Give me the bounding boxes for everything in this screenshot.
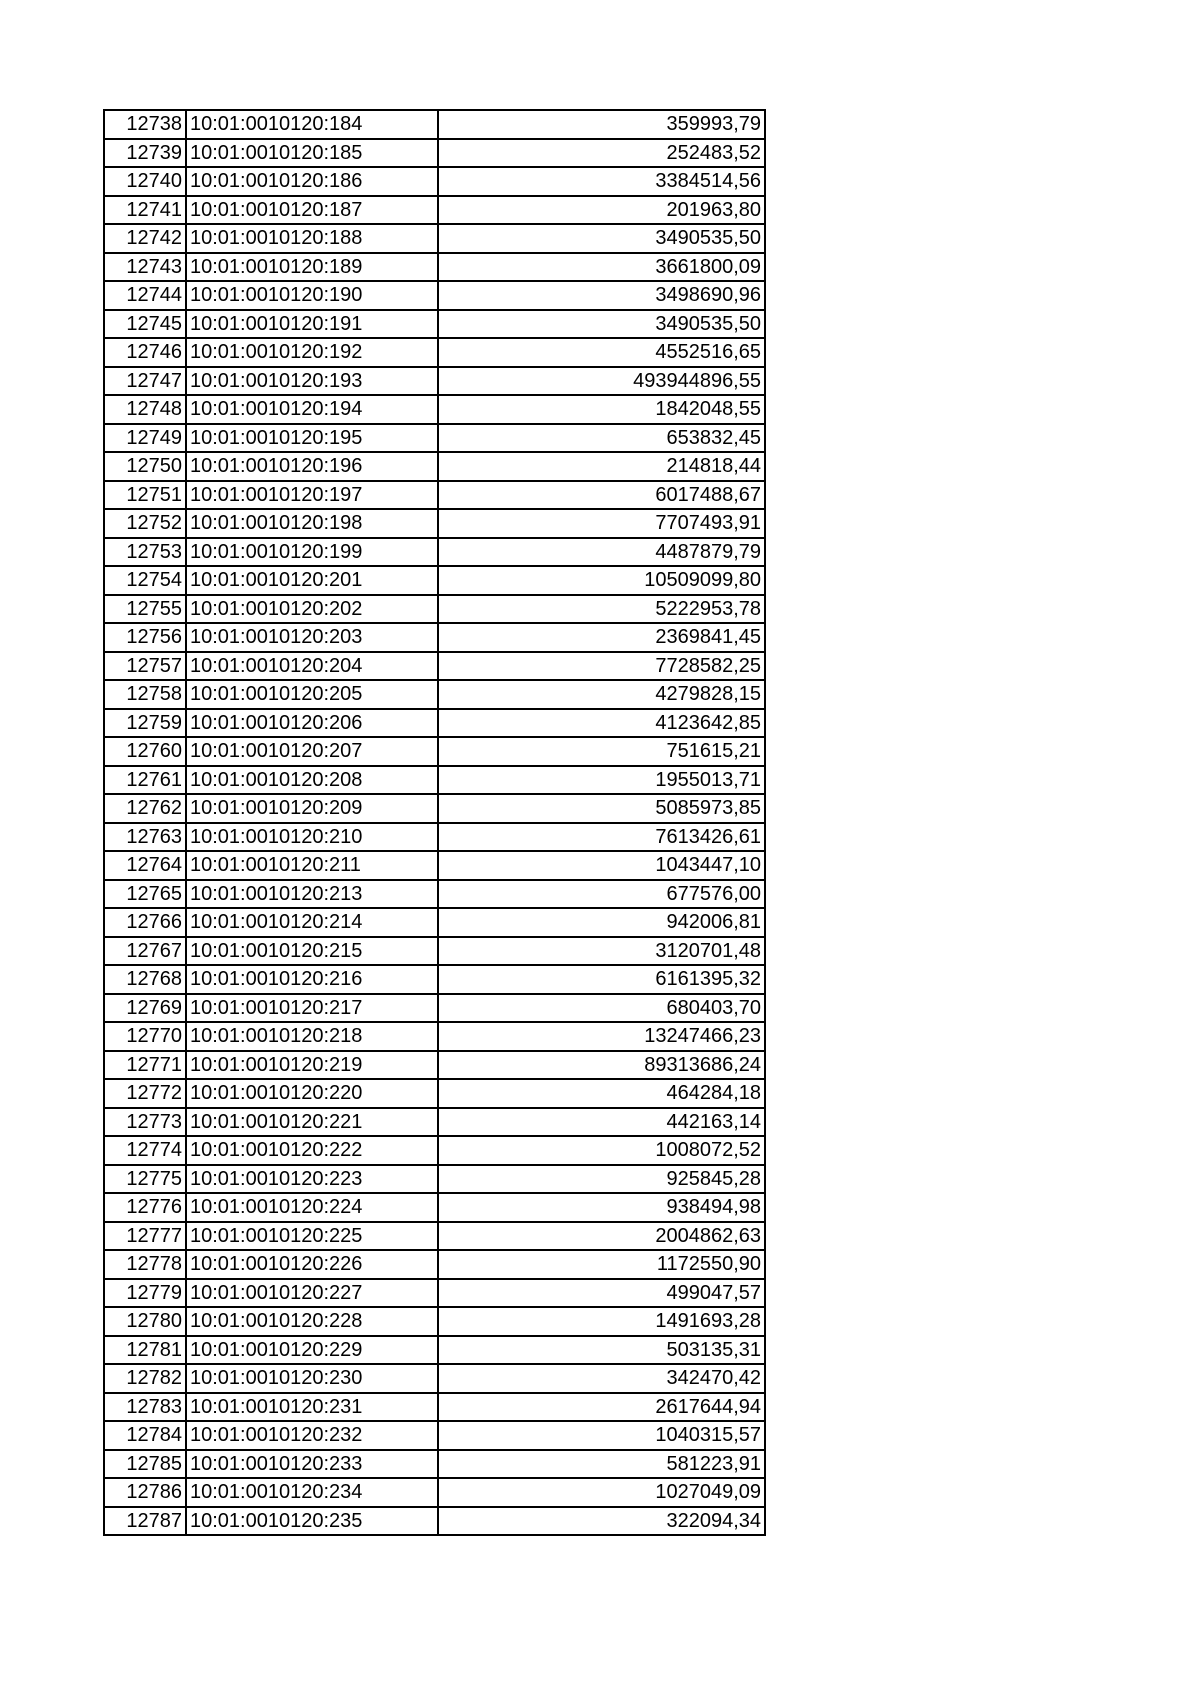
cadastral-number-cell: 10:01:0010120:189 xyxy=(186,253,438,282)
cadastral-value-cell: 214818,44 xyxy=(438,452,765,481)
table-row xyxy=(104,1279,765,1308)
table-row xyxy=(104,253,765,282)
table-row xyxy=(104,1136,765,1165)
table-row xyxy=(104,110,765,139)
row-number-cell: 12754 xyxy=(104,566,186,595)
table-row xyxy=(104,566,765,595)
cadastral-value-cell: 359993,79 xyxy=(438,110,765,139)
cadastral-value-cell: 1008072,52 xyxy=(438,1136,765,1165)
table-row xyxy=(104,1193,765,1222)
cadastral-value-cell: 13247466,23 xyxy=(438,1022,765,1051)
cadastral-number-cell: 10:01:0010120:216 xyxy=(186,965,438,994)
table-row xyxy=(104,481,765,510)
row-number-cell: 12766 xyxy=(104,908,186,937)
cadastral-value-cell: 4123642,85 xyxy=(438,709,765,738)
cadastral-value-cell: 938494,98 xyxy=(438,1193,765,1222)
cadastral-number-cell: 10:01:0010120:185 xyxy=(186,139,438,168)
cadastral-number-cell: 10:01:0010120:195 xyxy=(186,424,438,453)
table-row xyxy=(104,937,765,966)
table-row xyxy=(104,1250,765,1279)
row-number-cell: 12770 xyxy=(104,1022,186,1051)
table-row xyxy=(104,1022,765,1051)
cadastral-value-cell: 2004862,63 xyxy=(438,1222,765,1251)
row-number-cell: 12753 xyxy=(104,538,186,567)
cadastral-number-cell: 10:01:0010120:196 xyxy=(186,452,438,481)
row-number-cell: 12781 xyxy=(104,1336,186,1365)
cadastral-number-cell: 10:01:0010120:209 xyxy=(186,794,438,823)
row-number-cell: 12739 xyxy=(104,139,186,168)
row-number-cell: 12765 xyxy=(104,880,186,909)
cadastral-number-cell: 10:01:0010120:223 xyxy=(186,1165,438,1194)
table-row xyxy=(104,139,765,168)
cadastral-number-cell: 10:01:0010120:227 xyxy=(186,1279,438,1308)
table-row xyxy=(104,766,765,795)
row-number-cell: 12767 xyxy=(104,937,186,966)
row-number-cell: 12771 xyxy=(104,1051,186,1080)
cadastral-number-cell: 10:01:0010120:219 xyxy=(186,1051,438,1080)
table-row xyxy=(104,1364,765,1393)
cadastral-number-cell: 10:01:0010120:208 xyxy=(186,766,438,795)
row-number-cell: 12764 xyxy=(104,851,186,880)
row-number-cell: 12775 xyxy=(104,1165,186,1194)
cadastral-value-cell: 3661800,09 xyxy=(438,253,765,282)
cadastral-number-cell: 10:01:0010120:220 xyxy=(186,1079,438,1108)
cadastral-value-cell: 7613426,61 xyxy=(438,823,765,852)
cadastral-value-cell: 10509099,80 xyxy=(438,566,765,595)
cadastral-value-cell: 4487879,79 xyxy=(438,538,765,567)
row-number-cell: 12774 xyxy=(104,1136,186,1165)
table-row xyxy=(104,538,765,567)
cadastral-number-cell: 10:01:0010120:199 xyxy=(186,538,438,567)
table-row xyxy=(104,680,765,709)
cadastral-value-cell: 3498690,96 xyxy=(438,281,765,310)
cadastral-number-cell: 10:01:0010120:229 xyxy=(186,1336,438,1365)
cadastral-number-cell: 10:01:0010120:232 xyxy=(186,1421,438,1450)
table-row xyxy=(104,965,765,994)
table-row xyxy=(104,509,765,538)
row-number-cell: 12783 xyxy=(104,1393,186,1422)
table-row xyxy=(104,1108,765,1137)
cadastral-value-cell: 1491693,28 xyxy=(438,1307,765,1336)
row-number-cell: 12780 xyxy=(104,1307,186,1336)
row-number-cell: 12757 xyxy=(104,652,186,681)
cadastral-value-cell: 4279828,15 xyxy=(438,680,765,709)
table-row xyxy=(104,652,765,681)
row-number-cell: 12760 xyxy=(104,737,186,766)
row-number-cell: 12768 xyxy=(104,965,186,994)
cadastral-value-cell: 442163,14 xyxy=(438,1108,765,1137)
cadastral-number-cell: 10:01:0010120:224 xyxy=(186,1193,438,1222)
table-row xyxy=(104,224,765,253)
cadastral-number-cell: 10:01:0010120:202 xyxy=(186,595,438,624)
row-number-cell: 12773 xyxy=(104,1108,186,1137)
cadastral-value-cell: 3384514,56 xyxy=(438,167,765,196)
table-row xyxy=(104,1421,765,1450)
cadastral-value-cell: 503135,31 xyxy=(438,1336,765,1365)
cadastral-number-cell: 10:01:0010120:214 xyxy=(186,908,438,937)
table-row xyxy=(104,452,765,481)
cadastral-value-cell: 4552516,65 xyxy=(438,338,765,367)
cadastral-number-cell: 10:01:0010120:218 xyxy=(186,1022,438,1051)
row-number-cell: 12738 xyxy=(104,110,186,139)
table-row xyxy=(104,595,765,624)
table-row xyxy=(104,709,765,738)
cadastral-value-cell: 201963,80 xyxy=(438,196,765,225)
table-row xyxy=(104,1051,765,1080)
row-number-cell: 12744 xyxy=(104,281,186,310)
table-row xyxy=(104,851,765,880)
cadastral-value-cell: 751615,21 xyxy=(438,737,765,766)
row-number-cell: 12742 xyxy=(104,224,186,253)
cadastral-number-cell: 10:01:0010120:207 xyxy=(186,737,438,766)
row-number-cell: 12758 xyxy=(104,680,186,709)
table-row xyxy=(104,1450,765,1479)
cadastral-value-cell: 6161395,32 xyxy=(438,965,765,994)
cadastral-value-cell: 7728582,25 xyxy=(438,652,765,681)
cadastral-number-cell: 10:01:0010120:191 xyxy=(186,310,438,339)
cadastral-number-cell: 10:01:0010120:198 xyxy=(186,509,438,538)
row-number-cell: 12751 xyxy=(104,481,186,510)
table-row xyxy=(104,167,765,196)
cadastral-value-cell: 499047,57 xyxy=(438,1279,765,1308)
row-number-cell: 12778 xyxy=(104,1250,186,1279)
cadastral-value-cell: 342470,42 xyxy=(438,1364,765,1393)
row-number-cell: 12741 xyxy=(104,196,186,225)
row-number-cell: 12750 xyxy=(104,452,186,481)
cadastral-value-cell: 493944896,55 xyxy=(438,367,765,396)
table-row xyxy=(104,1507,765,1536)
row-number-cell: 12769 xyxy=(104,994,186,1023)
table-row xyxy=(104,994,765,1023)
cadastral-value-cell: 942006,81 xyxy=(438,908,765,937)
cadastral-number-cell: 10:01:0010120:213 xyxy=(186,880,438,909)
row-number-cell: 12785 xyxy=(104,1450,186,1479)
table-row xyxy=(104,196,765,225)
row-number-cell: 12772 xyxy=(104,1079,186,1108)
table-row xyxy=(104,1222,765,1251)
row-number-cell: 12745 xyxy=(104,310,186,339)
row-number-cell: 12746 xyxy=(104,338,186,367)
cadastral-number-cell: 10:01:0010120:203 xyxy=(186,623,438,652)
cadastral-value-cell: 5085973,85 xyxy=(438,794,765,823)
cadastral-number-cell: 10:01:0010120:201 xyxy=(186,566,438,595)
table-row xyxy=(104,1079,765,1108)
cadastral-number-cell: 10:01:0010120:193 xyxy=(186,367,438,396)
table-row xyxy=(104,908,765,937)
row-number-cell: 12748 xyxy=(104,395,186,424)
table-row xyxy=(104,1336,765,1365)
table-row xyxy=(104,367,765,396)
cadastral-value-cell: 653832,45 xyxy=(438,424,765,453)
row-number-cell: 12752 xyxy=(104,509,186,538)
table-row xyxy=(104,281,765,310)
cadastral-value-cell: 1043447,10 xyxy=(438,851,765,880)
table-row xyxy=(104,338,765,367)
cadastral-number-cell: 10:01:0010120:187 xyxy=(186,196,438,225)
row-number-cell: 12779 xyxy=(104,1279,186,1308)
cadastral-value-cell: 1027049,09 xyxy=(438,1478,765,1507)
cadastral-number-cell: 10:01:0010120:228 xyxy=(186,1307,438,1336)
cadastral-value-cell: 2369841,45 xyxy=(438,623,765,652)
cadastral-number-cell: 10:01:0010120:211 xyxy=(186,851,438,880)
cadastral-value-cell: 89313686,24 xyxy=(438,1051,765,1080)
row-number-cell: 12776 xyxy=(104,1193,186,1222)
cadastral-number-cell: 10:01:0010120:231 xyxy=(186,1393,438,1422)
table-row xyxy=(104,880,765,909)
row-number-cell: 12759 xyxy=(104,709,186,738)
cadastral-number-cell: 10:01:0010120:235 xyxy=(186,1507,438,1536)
cadastral-value-cell: 2617644,94 xyxy=(438,1393,765,1422)
row-number-cell: 12761 xyxy=(104,766,186,795)
table-row xyxy=(104,737,765,766)
row-number-cell: 12740 xyxy=(104,167,186,196)
cadastral-number-cell: 10:01:0010120:226 xyxy=(186,1250,438,1279)
cadastral-value-cell: 1172550,90 xyxy=(438,1250,765,1279)
cadastral-value-table xyxy=(103,109,766,1536)
table-row xyxy=(104,1393,765,1422)
cadastral-value-cell: 5222953,78 xyxy=(438,595,765,624)
cadastral-value-cell: 464284,18 xyxy=(438,1079,765,1108)
cadastral-value-cell: 322094,34 xyxy=(438,1507,765,1536)
row-number-cell: 12747 xyxy=(104,367,186,396)
row-number-cell: 12749 xyxy=(104,424,186,453)
cadastral-number-cell: 10:01:0010120:206 xyxy=(186,709,438,738)
row-number-cell: 12756 xyxy=(104,623,186,652)
table-row xyxy=(104,794,765,823)
table-row xyxy=(104,823,765,852)
cadastral-value-cell: 6017488,67 xyxy=(438,481,765,510)
cadastral-number-cell: 10:01:0010120:225 xyxy=(186,1222,438,1251)
table-row xyxy=(104,1307,765,1336)
table-row xyxy=(104,623,765,652)
row-number-cell: 12743 xyxy=(104,253,186,282)
row-number-cell: 12762 xyxy=(104,794,186,823)
row-number-cell: 12763 xyxy=(104,823,186,852)
table-row xyxy=(104,395,765,424)
cadastral-value-cell: 925845,28 xyxy=(438,1165,765,1194)
cadastral-number-cell: 10:01:0010120:184 xyxy=(186,110,438,139)
cadastral-number-cell: 10:01:0010120:233 xyxy=(186,1450,438,1479)
row-number-cell: 12782 xyxy=(104,1364,186,1393)
table-row xyxy=(104,1165,765,1194)
cadastral-number-cell: 10:01:0010120:221 xyxy=(186,1108,438,1137)
cadastral-value-cell: 252483,52 xyxy=(438,139,765,168)
cadastral-number-cell: 10:01:0010120:217 xyxy=(186,994,438,1023)
row-number-cell: 12784 xyxy=(104,1421,186,1450)
cadastral-value-cell: 1040315,57 xyxy=(438,1421,765,1450)
cadastral-number-cell: 10:01:0010120:190 xyxy=(186,281,438,310)
cadastral-value-cell: 3120701,48 xyxy=(438,937,765,966)
cadastral-value-cell: 3490535,50 xyxy=(438,224,765,253)
cadastral-number-cell: 10:01:0010120:204 xyxy=(186,652,438,681)
cadastral-number-cell: 10:01:0010120:194 xyxy=(186,395,438,424)
cadastral-number-cell: 10:01:0010120:210 xyxy=(186,823,438,852)
table-row xyxy=(104,1478,765,1507)
cadastral-number-cell: 10:01:0010120:215 xyxy=(186,937,438,966)
cadastral-value-cell: 680403,70 xyxy=(438,994,765,1023)
cadastral-value-cell: 3490535,50 xyxy=(438,310,765,339)
cadastral-number-cell: 10:01:0010120:188 xyxy=(186,224,438,253)
row-number-cell: 12777 xyxy=(104,1222,186,1251)
table-row xyxy=(104,424,765,453)
cadastral-number-cell: 10:01:0010120:222 xyxy=(186,1136,438,1165)
table-body xyxy=(104,110,765,1535)
cadastral-number-cell: 10:01:0010120:192 xyxy=(186,338,438,367)
cadastral-value-cell: 1955013,71 xyxy=(438,766,765,795)
table-row xyxy=(104,310,765,339)
cadastral-value-cell: 677576,00 xyxy=(438,880,765,909)
cadastral-number-cell: 10:01:0010120:234 xyxy=(186,1478,438,1507)
cadastral-number-cell: 10:01:0010120:205 xyxy=(186,680,438,709)
cadastral-value-cell: 7707493,91 xyxy=(438,509,765,538)
cadastral-number-cell: 10:01:0010120:186 xyxy=(186,167,438,196)
cadastral-number-cell: 10:01:0010120:230 xyxy=(186,1364,438,1393)
cadastral-value-cell: 581223,91 xyxy=(438,1450,765,1479)
row-number-cell: 12787 xyxy=(104,1507,186,1536)
row-number-cell: 12786 xyxy=(104,1478,186,1507)
cadastral-number-cell: 10:01:0010120:197 xyxy=(186,481,438,510)
cadastral-value-cell: 1842048,55 xyxy=(438,395,765,424)
row-number-cell: 12755 xyxy=(104,595,186,624)
